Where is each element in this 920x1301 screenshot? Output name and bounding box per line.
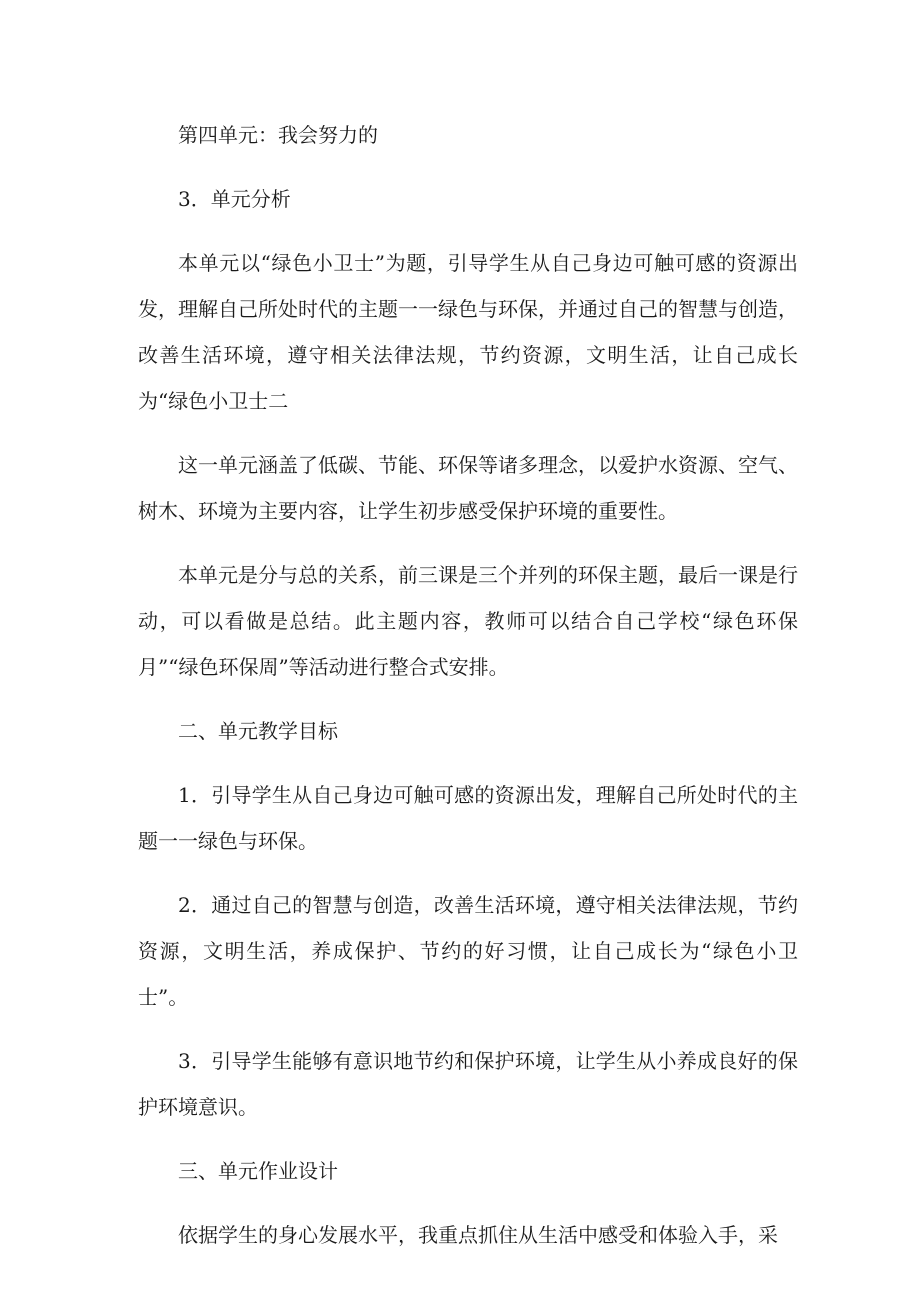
paragraph: 这一单元涵盖了低碳、节能、环保等诸多理念，以爱护水资源、空气、树木、环境为主要内容，让学生初步感受保护环境的重要性。 (138, 453, 798, 523)
paragraph: 依据学生的身心发展水平，我重点抓住从生活中感受和体验入手，采 (178, 1223, 778, 1247)
document-body (138, 112, 798, 1276)
paragraph: 2．通过自己的智慧与创造，改善生活环境，遵守相关法律法规，节约资源，文明生活，养成保护、节约的好习惯，让自己成长为“绿色小卫士”。 (138, 893, 798, 1009)
section-heading-homework: 三、单元作业设计 (178, 1159, 338, 1183)
section-heading-goals: 二、单元教学目标 (178, 719, 338, 743)
section-heading-analysis: 3．单元分析 (178, 187, 291, 211)
paragraph: 本单元以“绿色小卫士”为题，引导学生从自己身边可触可感的资源出发，理解自己所处时代的主题一一绿色与环保，并通过自己的智慧与创造，改善生活环境，遵守相关法律法规，节约资源，文明生活，让自己成长为“绿色小卫士二 (138, 251, 798, 413)
paragraph: 本单元是分与总的关系，前三课是三个并列的环保主题，最后一课是行动，可以看做是总结。此主题内容，教师可以结合自己学校“绿色环保月”“绿色环保周”等活动进行整合式安排。 (138, 563, 798, 679)
unit-title: 第四单元：我会努力的 (178, 123, 378, 147)
paragraph: 1．引导学生从自己身边可触可感的资源出发，理解自己所处时代的主题一一绿色与环保。 (138, 783, 798, 853)
paragraph: 3．引导学生能够有意识地节约和保护环境，让学生从小养成良好的保护环境意识。 (138, 1049, 798, 1119)
